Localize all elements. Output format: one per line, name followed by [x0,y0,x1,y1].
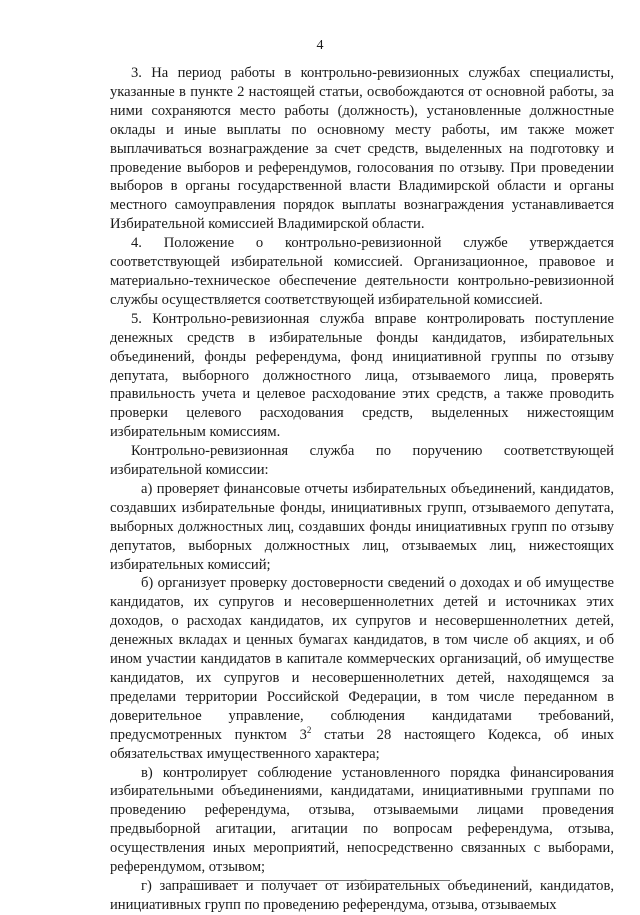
subparagraph-v: в) контролирует соблюдение установленного порядка финансирования избирательными объединениями, кандидатами, инициативными группами по проведению референдума, отзыва, отзываемыми лицами проведения предвыборной агитации, агитации по вопросам референдума, отзыва, осуществления иных мероприятий, непосредственно связанных с выборами, референдумом, отзывом; [110,764,614,876]
document-body [110,64,614,915]
page-number: 4 [316,38,324,53]
subparagraph-b-tail: статьи 28 настоящего Кодекса, об иных обязательствах имущественного характера; [110,726,614,762]
subparagraph-a: а) проверяет финансовые отчеты избирательных объединений, кандидатов, создавших избирательные фонды, инициативных групп, отзываемого депутата, выборных должностных лиц, создавших фонды инициативных групп по отзыву депутатов, выборных должностных лиц, отзываемых лиц, нижестоящих избирательных комиссий; [110,480,614,573]
paragraph-3: 3. На период работы в контрольно-ревизионных службах специалисты, указанные в пункте 2 настоящей статьи, освобождаются от основной работы, за ними сохраняются место работы (должность), установленные должностные оклады и иные выплаты по основному месту работы, им также может выплачиваться вознаграждение за счет средств, выделенных на подготовку и проведение выборов и референдумов, голосования по отзыву. При проведении выборов в органы государственной власти Владимирской области и органы местного самоуправления порядок выплаты вознаграждения устанавливается Избирательной комиссией Владимирской области. [110,65,614,233]
subparagraph-g: г) запрашивает и получает от избирательных объединений, кандидатов, инициативных групп по проведению референдума, отзыва, отзываемых [110,877,614,913]
paragraph-4: 4. Положение о контрольно-ревизионной службе утверждается соответствующей избирательной комиссией. Организационное, правовое и материально-техническое обеспечение деятельности контрольно-ревизионной службы осуществляется соответствующей избирательной комиссией. [110,235,614,308]
paragraph-5: 5. Контрольно-ревизионная служба вправе контролировать поступление денежных средств в избирательные фонды кандидатов, избирательных объединений, фонды референдума, фонд инициативной группы по отзыву депутата, выборного должностного лица, отзываемого лица, проверять правильность учета и целевое расходование этих средств, а также проводить проверки целевого расходования средств, выделенных нижестоящим избирательным комиссиям. [110,310,614,441]
paragraph-service-intro: Контрольно-ревизионная служба по поручению соответствующей избирательной комиссии: [110,443,614,479]
subparagraph-b-text: б) организует проверку достоверности сведений о доходах и об имуществе кандидатов, их супругов и несовершеннолетних детей и источниках этих доходов, о расходах кандидатов, их супругов и несовершеннолетних детей, денежных вкладах и ценных бумагах кандидатов, в том числе об акциях, и об ином участии кандидатов в капитале коммерческих организаций, об имуществе кандидатов, их супругов и несовершеннолетних детей, находящемся за пределами территории Российской Федерации, в том числе переданном в доверительное управление, соблюдения кандидатами требований, предусмотренных пунктом 3 [110,575,614,743]
subparagraph-b [110,574,614,763]
bottom-divider [190,880,450,881]
superscript-index: 2 [306,724,312,735]
